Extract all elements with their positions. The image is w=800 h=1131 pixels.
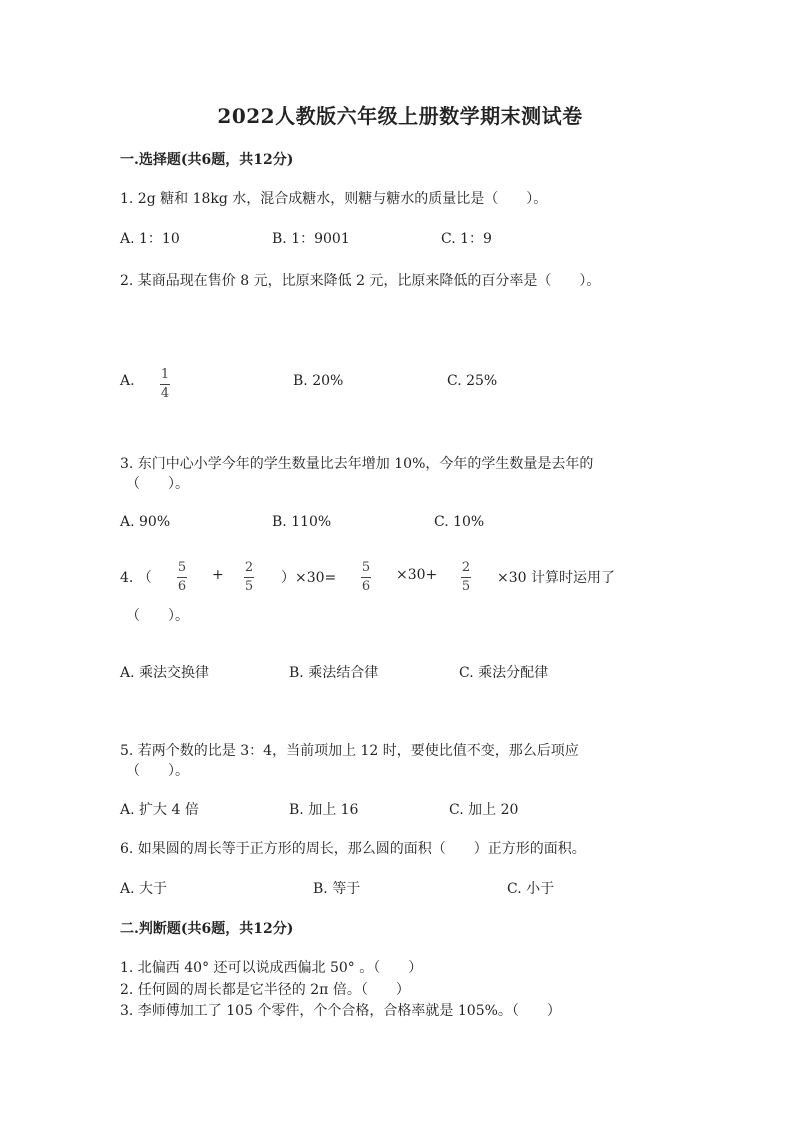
q4-plus: + <box>212 567 224 583</box>
fraction-denominator: 6 <box>361 579 371 594</box>
fraction-denominator: 5 <box>244 579 254 594</box>
q5-option-b[interactable]: B. 加上 16 <box>289 802 359 818</box>
question-1-text: 1. 2g 糖和 18kg 水，混合成糖水，则糖与糖水的质量比是（ ）。 <box>120 191 548 207</box>
fraction-numerator: 5 <box>361 560 371 575</box>
q6-option-b[interactable]: B. 等于 <box>313 881 361 897</box>
q4-middle-2: ×30+ <box>396 567 438 583</box>
q4-fraction-3 <box>361 561 371 594</box>
fraction-bar <box>244 577 254 578</box>
fraction-numerator: 2 <box>461 560 471 575</box>
q4-option-b[interactable]: B. 乘法结合律 <box>289 665 379 681</box>
fraction-bar <box>361 577 371 578</box>
q4-middle-1: ）×30= <box>281 570 337 586</box>
question-3-line2: （ ）。 <box>126 476 189 492</box>
judge-item-1: 1. 北偏西 40° 还可以说成西偏北 50° 。（ ） <box>120 960 423 976</box>
q5-option-a[interactable]: A. 扩大 4 倍 <box>120 802 199 818</box>
fraction-numerator: 1 <box>160 367 170 382</box>
judge-item-2: 2. 任何圆的周长都是它半径的 2π 倍。（ ） <box>120 982 410 998</box>
fraction-denominator: 5 <box>461 579 471 594</box>
fraction-numerator: 5 <box>177 560 187 575</box>
question-3-line1: 3. 东门中心小学今年的学生数量比去年增加 10%，今年的学生数量是去年的 <box>120 456 594 472</box>
q6-option-c[interactable]: C. 小于 <box>507 881 555 897</box>
q2-option-a[interactable]: A. <box>120 373 135 389</box>
question-5-line2: （ ）。 <box>126 763 189 779</box>
section-heading-choice: 一.选择题(共6题，共12分) <box>120 152 294 168</box>
question-4-prefix: 4. （ <box>120 570 152 586</box>
q6-option-a[interactable]: A. 大于 <box>120 881 168 897</box>
page-title: 2022人教版六年级上册数学期末测试卷 <box>217 104 583 128</box>
fraction-numerator: 2 <box>244 560 254 575</box>
question-6-text: 6. 如果圆的周长等于正方形的周长，那么圆的面积（ ）正方形的面积。 <box>120 841 586 857</box>
q1-option-c[interactable]: C. 1：9 <box>441 231 492 247</box>
question-5-line1: 5. 若两个数的比是 3：4，当前项加上 12 时，要使比值不变，那么后项应 <box>120 743 579 759</box>
fraction-denominator: 6 <box>177 579 187 594</box>
q2-option-c[interactable]: C. 25% <box>447 373 498 389</box>
judge-item-3: 3. 李师傅加工了 105 个零件，个个合格，合格率就是 105%。（ ） <box>120 1003 561 1019</box>
question-2-text: 2. 某商品现在售价 8 元，比原来降低 2 元，比原来降低的百分率是（ ）。 <box>120 273 601 289</box>
q4-fraction-4 <box>461 561 471 594</box>
q2-option-b[interactable]: B. 20% <box>293 373 344 389</box>
fraction-bar <box>461 577 471 578</box>
q1-option-b[interactable]: B. 1：9001 <box>272 231 350 247</box>
q4-option-a[interactable]: A. 乘法交换律 <box>120 665 210 681</box>
section-heading-judge: 二.判断题(共6题，共12分) <box>120 921 294 937</box>
q4-option-c[interactable]: C. 乘法分配律 <box>459 665 549 681</box>
fraction-bar <box>177 577 187 578</box>
q3-option-a[interactable]: A. 90% <box>120 514 171 530</box>
q4-fraction-1 <box>177 561 187 594</box>
fraction-denominator: 4 <box>160 386 170 401</box>
q2-option-a-fraction <box>160 368 170 401</box>
q4-fraction-2 <box>244 561 254 594</box>
fraction-bar <box>160 384 170 385</box>
q4-suffix: ×30 计算时运用了 <box>497 570 615 586</box>
q3-option-c[interactable]: C. 10% <box>434 514 485 530</box>
q5-option-c[interactable]: C. 加上 20 <box>449 802 519 818</box>
q1-option-a[interactable]: A. 1：10 <box>120 231 180 247</box>
q3-option-b[interactable]: B. 110% <box>272 514 332 530</box>
question-4-line2: （ ）。 <box>126 608 189 624</box>
